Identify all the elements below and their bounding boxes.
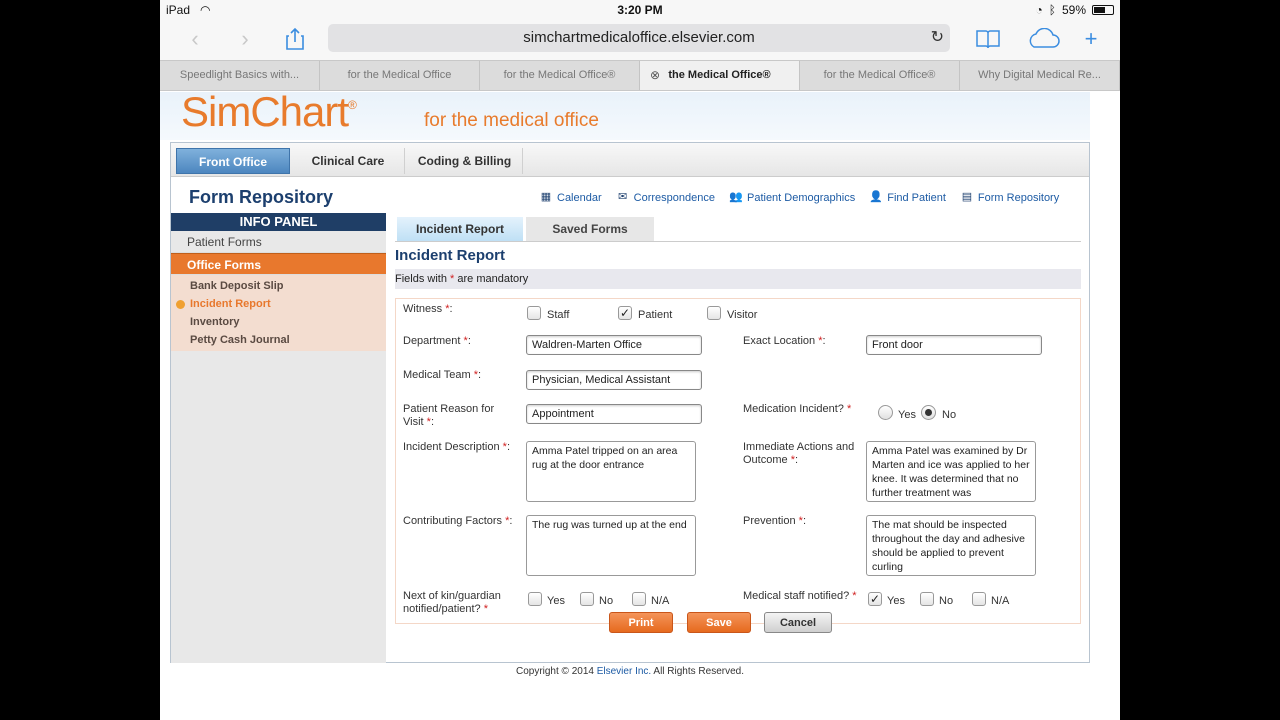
- browser-toolbar: [160, 20, 1120, 60]
- tab-incident-report[interactable]: Incident Report: [397, 217, 523, 241]
- witness-label: Witness *:: [403, 303, 453, 315]
- mandatory-note: Fields with * are mandatory: [395, 269, 1081, 289]
- tab-front-office[interactable]: Front Office: [176, 148, 290, 174]
- correspondence-link[interactable]: ✉ Correspondence: [616, 191, 715, 204]
- battery-percent: 59%: [1061, 3, 1086, 17]
- staff-no-checkbox[interactable]: [920, 592, 934, 606]
- browser-tab[interactable]: for the Medical Office®: [800, 61, 960, 90]
- app-frame: [170, 142, 1090, 663]
- cancel-button[interactable]: Cancel: [764, 612, 832, 633]
- browser-tab[interactable]: for the Medical Office®: [480, 61, 640, 90]
- witness-visitor-checkbox[interactable]: [707, 306, 721, 320]
- tab-saved-forms[interactable]: Saved Forms: [526, 217, 654, 241]
- site-banner: [160, 88, 1090, 140]
- incident-report-link[interactable]: Incident Report: [171, 295, 386, 313]
- new-tab-icon[interactable]: +: [1084, 26, 1098, 51]
- save-button[interactable]: Save: [687, 612, 751, 633]
- prevention-textarea[interactable]: The mat should be inspected throughout the day and adhesive should be applied to prevent curling: [866, 515, 1036, 576]
- kin-yes-label: Yes: [547, 595, 565, 607]
- kin-no-label: No: [599, 595, 614, 607]
- clock: 3:20 PM: [617, 3, 663, 17]
- calendar-link[interactable]: ▦ Calendar: [540, 191, 602, 204]
- share-icon[interactable]: [282, 26, 308, 52]
- status-bar: [160, 0, 1120, 20]
- medication-no-radio[interactable]: [921, 405, 936, 420]
- witness-patient-label: Patient: [638, 309, 673, 321]
- immediate-actions-textarea[interactable]: Amma Patel was examined by Dr Marten and ice was applied to her knee. It was determined that no further treatment was: [866, 441, 1036, 502]
- bluetooth-icon: ᛒ: [1048, 3, 1056, 17]
- wifi-icon: ◠: [200, 3, 211, 17]
- next-of-kin-label: Next of kin/guardian notified/patient? *: [403, 590, 501, 615]
- info-panel-title: INFO PANEL: [171, 213, 386, 231]
- logo-subtitle: for the medical office: [424, 110, 599, 131]
- witness-staff-label: Staff: [547, 309, 570, 321]
- close-tab-icon[interactable]: ⊗: [650, 68, 661, 82]
- patient-forms-link[interactable]: Patient Forms: [171, 231, 386, 253]
- find-patient-link[interactable]: 👤 Find Patient: [869, 191, 946, 204]
- bank-deposit-slip-link[interactable]: Bank Deposit Slip: [190, 280, 284, 292]
- contributing-factors-label: Contributing Factors *:: [403, 515, 513, 527]
- forward-icon[interactable]: ›: [241, 26, 249, 51]
- incident-form: [395, 298, 1081, 624]
- browser-tab[interactable]: Speedlight Basics with...: [160, 61, 320, 90]
- print-button[interactable]: Print: [609, 612, 673, 633]
- icloud-tabs-icon[interactable]: [1026, 26, 1060, 52]
- exact-location-field[interactable]: Front door: [866, 335, 1042, 355]
- immediate-actions-label: Immediate Actions and Outcome *:: [743, 441, 855, 466]
- form-content: [395, 215, 1081, 655]
- address-bar[interactable]: [328, 24, 950, 52]
- elsevier-link[interactable]: Elsevier Inc.: [596, 666, 652, 677]
- office-forms-list: [171, 275, 386, 351]
- shortcut-links: [539, 191, 1059, 204]
- medical-team-field[interactable]: Physician, Medical Assistant: [526, 370, 702, 390]
- bookmarks-icon[interactable]: [975, 26, 1001, 52]
- battery-fill: [1094, 7, 1105, 13]
- tab-divider: [395, 241, 1081, 242]
- patient-demographics-link[interactable]: 👥 Patient Demographics: [729, 191, 856, 204]
- envelope-icon: ✉: [618, 191, 628, 203]
- witness-patient-checkbox[interactable]: ✓: [619, 306, 631, 320]
- reason-for-visit-label: Patient Reason for Visit *:: [403, 403, 495, 428]
- department-field[interactable]: Waldren-Marten Office: [526, 335, 702, 355]
- staff-na-label: N/A: [991, 595, 1010, 607]
- contributing-factors-textarea[interactable]: The rug was turned up at the end: [526, 515, 696, 576]
- url-text: simchartmedicaloffice.elsevier.com: [523, 29, 755, 46]
- kin-no-checkbox[interactable]: [580, 592, 594, 606]
- staff-na-checkbox[interactable]: [972, 592, 986, 606]
- browser-tabs: [160, 60, 1120, 91]
- kin-yes-checkbox[interactable]: [528, 592, 542, 606]
- prevention-label: Prevention *:: [743, 515, 806, 527]
- copyright: Copyright © 2014 Elsevier Inc. All Rights Reserved.: [515, 666, 745, 677]
- form-title: Incident Report: [395, 247, 506, 264]
- incident-description-label: Incident Description *:: [403, 441, 511, 453]
- medication-yes-radio[interactable]: [878, 405, 893, 420]
- browser-tab[interactable]: Why Digital Medical Re...: [960, 61, 1120, 90]
- browser-tab-active[interactable]: [640, 61, 800, 90]
- page-title: Form Repository: [189, 187, 334, 207]
- kin-na-label: N/A: [651, 595, 670, 607]
- device-name: iPad: [166, 3, 191, 17]
- ipad-screen: [160, 0, 1120, 720]
- department-label: Department *:: [403, 335, 471, 347]
- tab-clinical-care[interactable]: Clinical Care: [292, 148, 405, 174]
- reason-for-visit-field[interactable]: Appointment: [526, 404, 702, 424]
- staff-yes-checkbox[interactable]: ✓: [869, 592, 881, 606]
- medication-yes-label: Yes: [898, 409, 916, 421]
- form-repository-link[interactable]: ▤ Form Repository: [961, 191, 1060, 204]
- witness-staff-checkbox[interactable]: [527, 306, 541, 320]
- browser-tab-label: the Medical Office®: [668, 69, 771, 81]
- witness-visitor-label: Visitor: [727, 309, 758, 321]
- tab-coding-billing[interactable]: Coding & Billing: [407, 148, 523, 174]
- people-icon: 👥: [729, 191, 743, 203]
- inventory-link[interactable]: Inventory: [190, 316, 240, 328]
- lock-rotation-icon: ◔: [1035, 3, 1043, 17]
- calendar-icon: ▦: [540, 191, 552, 203]
- office-forms-link[interactable]: Office Forms: [171, 253, 386, 275]
- exact-location-label: Exact Location *:: [743, 335, 826, 347]
- find-person-icon: 👤: [869, 191, 884, 203]
- form-icon: ▤: [961, 191, 973, 203]
- staff-no-label: No: [939, 595, 954, 607]
- info-panel: [171, 213, 386, 663]
- staff-yes-label: Yes: [887, 595, 905, 607]
- petty-cash-journal-link[interactable]: Petty Cash Journal: [190, 334, 290, 346]
- medical-team-label: Medical Team *:: [403, 369, 482, 381]
- back-icon[interactable]: ‹: [191, 26, 199, 51]
- incident-description-textarea[interactable]: Amma Patel tripped on an area rug at the door entrance: [526, 441, 696, 502]
- medication-incident-label: Medication Incident? *: [743, 403, 852, 415]
- main-nav: [171, 143, 1089, 177]
- battery-icon: [1092, 5, 1114, 15]
- kin-na-checkbox[interactable]: [632, 592, 646, 606]
- web-page: [160, 88, 1120, 720]
- browser-tab[interactable]: for the Medical Office: [320, 61, 480, 90]
- medication-no-label: No: [942, 409, 957, 421]
- reload-icon[interactable]: ↻: [930, 29, 944, 46]
- medical-staff-label: Medical staff notified? *: [743, 590, 857, 602]
- simchart-logo: SimChart®: [181, 88, 356, 135]
